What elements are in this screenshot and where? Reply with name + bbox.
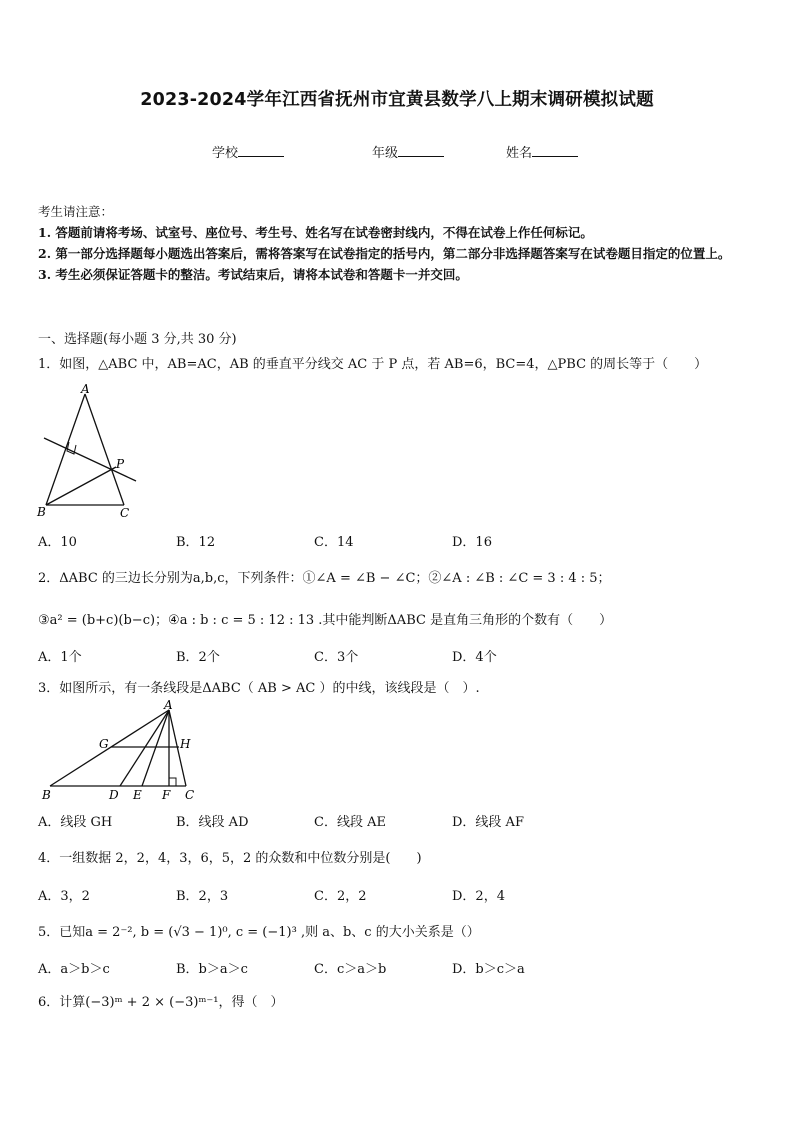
grade-blank[interactable]: [398, 144, 444, 157]
question-5-stem: 5．已知a = 2⁻², b = (√3 − 1)⁰, c = (−1)³ ,则 a、b、c 的大小关系是（）: [38, 925, 480, 940]
name-field[interactable]: [506, 142, 578, 161]
fig3-label-a: A: [164, 698, 173, 712]
grade-field[interactable]: [372, 142, 444, 161]
question-6-stem: 6．计算(−3)ᵐ + 2 × (−3)ᵐ⁻¹，得（ ）: [38, 995, 284, 1010]
page-title: 2023-2024学年江西省抚州市宜黄县数学八上期末调研模拟试题: [140, 90, 654, 110]
q3-option-b[interactable]: B．线段 AD: [176, 815, 249, 830]
notice-block: [38, 201, 768, 285]
q3-option-c[interactable]: C．线段 AE: [314, 815, 386, 830]
question-2-stem-line1: 2．ΔABC 的三边长分别为a,b,c，下列条件：①∠A = ∠B − ∠C；②∠A : ∠B : ∠C = 3 : 4 : 5；: [38, 571, 611, 586]
q4-option-c[interactable]: C．2，2: [314, 889, 367, 904]
fig1-label-p: P: [116, 457, 125, 471]
notice-heading: 考生请注意：: [38, 204, 114, 219]
fig1-label-c: C: [120, 506, 130, 520]
q3-option-a[interactable]: A．线段 GH: [38, 815, 113, 830]
question-1-stem: 1．如图，△ABC 中，AB=AC，AB 的垂直平分线交 AC 于 P 点，若 AB=6，BC=4，△PBC 的周长等于（ ）: [38, 357, 708, 372]
q1-option-c[interactable]: C．14: [314, 535, 354, 550]
notice-item-1: 1. 答题前请将考场、试室号、座位号、考生号、姓名写在试卷密封线内，不得在试卷上作任何标记。: [38, 225, 593, 240]
fig3-label-c: C: [185, 788, 195, 802]
q2-option-c[interactable]: C．3个: [314, 650, 359, 665]
fig3-label-d: D: [109, 788, 119, 802]
q1-option-b[interactable]: B．12: [176, 535, 216, 550]
fig3-label-h: H: [180, 737, 191, 751]
school-blank[interactable]: [238, 144, 284, 157]
school-label: 学校: [212, 146, 239, 161]
question-1-figure: [36, 380, 146, 520]
question-2-stem-line2: ③a² = (b+c)(b−c)；④a : b : c = 5 : 12 : 13 .其中能判断ΔABC 是直角三角形的个数有（ ）: [38, 613, 613, 628]
section-heading: 一、选择题(每小题 3 分,共 30 分): [38, 332, 237, 347]
q3-option-d[interactable]: D．线段 AF: [452, 815, 524, 830]
fig3-label-f: F: [162, 788, 171, 802]
q5-option-a[interactable]: A．a＞b＞c: [38, 962, 110, 977]
fig3-label-g: G: [99, 737, 109, 751]
fig3-label-e: E: [133, 788, 142, 802]
q2-option-a[interactable]: A．1个: [38, 650, 82, 665]
q4-option-d[interactable]: D．2，4: [452, 889, 505, 904]
q1-option-a[interactable]: A．10: [38, 535, 77, 550]
q5-option-c[interactable]: C．c＞a＞b: [314, 962, 387, 977]
q4-option-b[interactable]: B．2，3: [176, 889, 229, 904]
fig1-label-a: A: [81, 382, 90, 396]
q5-option-b[interactable]: B．b＞a＞c: [176, 962, 248, 977]
name-label: 姓名: [506, 146, 533, 161]
q2-option-b[interactable]: B．2个: [176, 650, 220, 665]
q4-option-a[interactable]: A．3，2: [38, 889, 90, 904]
question-3-figure: [36, 698, 206, 804]
school-field[interactable]: [212, 142, 284, 161]
question-4-stem: 4．一组数据 2，2，4，3，6，5，2 的众数和中位数分别是( ): [38, 851, 422, 866]
fig1-label-b: B: [37, 505, 46, 519]
grade-label: 年级: [372, 146, 399, 161]
notice-item-3: 3. 考生必须保证答题卡的整洁。考试结束后，请将本试卷和答题卡一并交回。: [38, 267, 468, 282]
q5-option-d[interactable]: D．b＞c＞a: [452, 962, 525, 977]
fig3-label-b: B: [42, 788, 51, 802]
name-blank[interactable]: [532, 144, 578, 157]
question-3-stem: 3．如图所示，有一条线段是ΔABC（ AB > AC ）的中线，该线段是（ ）.: [38, 681, 480, 696]
q2-option-d[interactable]: D．4个: [452, 650, 497, 665]
q1-option-d[interactable]: D．16: [452, 535, 492, 550]
notice-item-2: 2. 第一部分选择题每小题选出答案后，需将答案写在试卷指定的括号内，第二部分非选择题答案写在试卷题目指定的位置上。: [38, 246, 731, 261]
